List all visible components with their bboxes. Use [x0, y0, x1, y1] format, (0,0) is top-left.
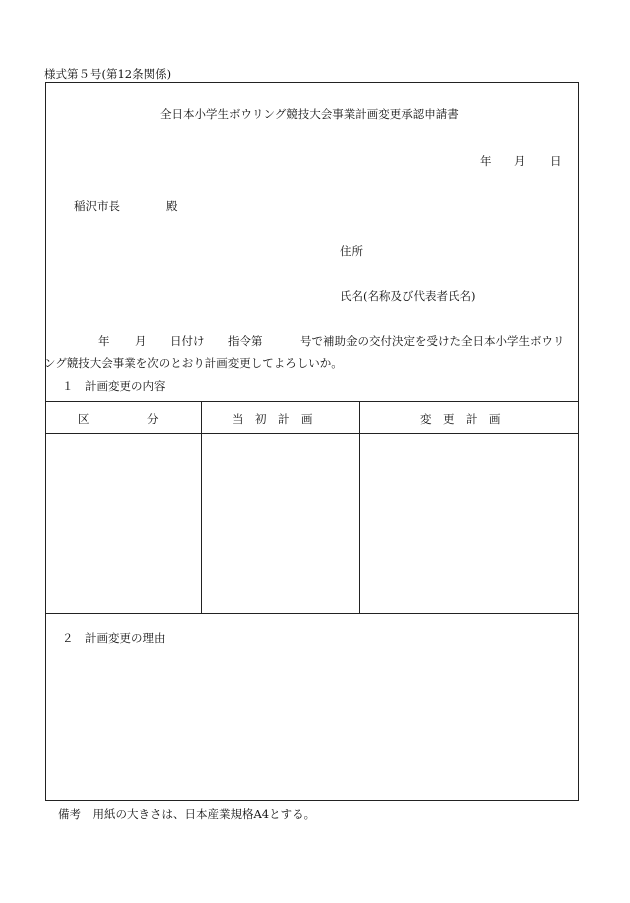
body-line1-rest: 号で補助金の交付決定を受けた全日本小学生ボウリ: [300, 334, 565, 348]
section2-label: ２ 計画変更の理由: [62, 631, 166, 645]
table-header-border: [45, 433, 579, 434]
table-header-original-plan: 当 初 計 画: [232, 412, 313, 426]
body-year: 年: [98, 334, 110, 348]
table-col-divider-1: [201, 401, 202, 613]
form-number: 様式第５号(第12条関係): [44, 67, 172, 81]
body-line2: ング競技大会事業を次のとおり計画変更してよろしいか。: [44, 356, 343, 370]
table-bottom-border: [45, 613, 579, 614]
body-day-suffix: 日付け: [170, 334, 205, 348]
document-title: 全日本小学生ボウリング競技大会事業計画変更承認申請書: [160, 107, 459, 121]
name-label: 氏名(名称及び代表者氏名): [340, 289, 476, 303]
address-label: 住所: [340, 244, 363, 258]
section1-label: １ 計画変更の内容: [62, 379, 166, 393]
date-year-label: 年: [480, 154, 492, 168]
table-header-category: 区 分: [78, 412, 159, 426]
table-col-divider-2: [359, 401, 360, 613]
table-header-changed-plan: 変 更 計 画: [420, 412, 501, 426]
body-order-prefix: 指令第: [228, 334, 263, 348]
footer-note: 備考 用紙の大きさは、日本産業規格A4とする。: [58, 807, 316, 821]
body-month: 月: [135, 334, 147, 348]
application-form: [45, 82, 579, 801]
date-month-label: 月: [514, 154, 526, 168]
addressee: 稲沢市長: [74, 199, 120, 213]
honorific: 殿: [166, 199, 178, 213]
table-top-border: [45, 401, 579, 402]
date-day-label: 日: [550, 154, 562, 168]
